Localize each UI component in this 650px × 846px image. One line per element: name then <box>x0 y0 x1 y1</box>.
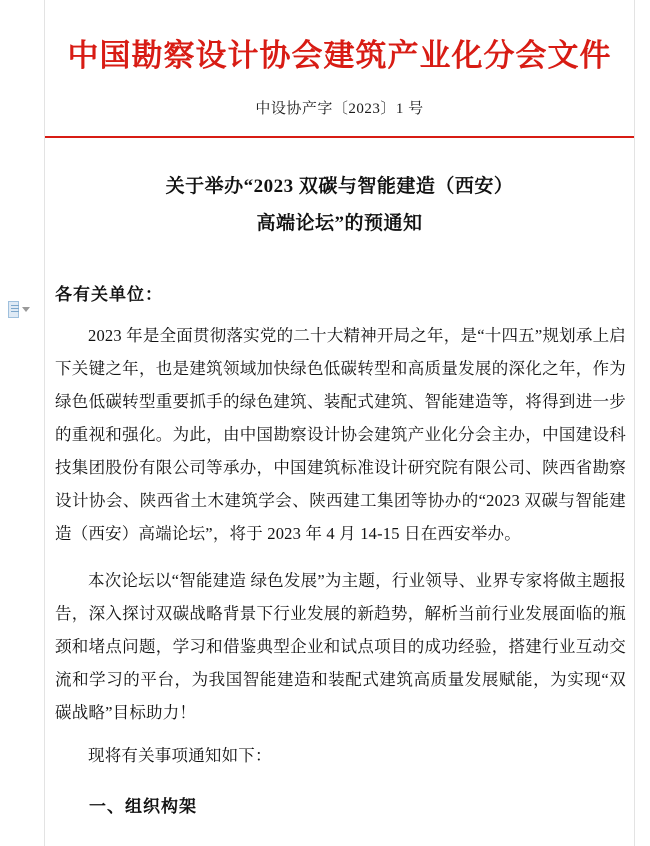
left-gutter <box>0 0 44 846</box>
chevron-down-icon[interactable] <box>22 307 30 312</box>
document-content <box>45 0 634 846</box>
document-paragraph-3: 现将有关事项通知如下： <box>88 746 272 766</box>
document-icon <box>8 301 19 318</box>
document-paragraph-2: 本次论坛以“智能建造 绿色发展”为主题，行业领导、业界专家将做主题报告，深入探讨双碳战略背景下行业发展的新趋势，解析当前行业发展面临的瓶颈和堵点问题，学习和借鉴典型企业和试点项目的成功经验，搭建行业互动交流和学习的平台，为我国智能建造和装配式建筑高质量发展赋能，为实现“双碳战略”目标助力！ <box>55 571 626 723</box>
document-salutation: 各有关单位： <box>55 285 163 305</box>
document-masthead: 中国勘察设计协会建筑产业化分会文件 <box>67 38 612 74</box>
document-title-line-2: 高端论坛”的预通知 <box>256 213 423 235</box>
gutter-annotation-marker[interactable] <box>8 300 30 318</box>
document-section-heading: 一、组织构架 <box>89 797 197 817</box>
page-right-margin-rule <box>634 0 635 846</box>
document-paragraph-1: 2023 年是全面贯彻落实党的二十大精神开局之年，是“十四五”规划承上启下关键之年，也是建筑领域加快绿色低碳转型和高质量发展的深化之年，作为绿色低碳转型重要抓手的绿色建筑、装配式建筑、智能建造等，将得到进一步的重视和强化。为此，由中国勘察设计协会建筑产业化分会主办，中国建设科技集团股份有限公司等承办，中国建筑标准设计研究院有限公司、陕西省勘察设计协会、陕西省土木建筑学会、陕西建工集团等协办的“2023 双碳与智能建造（西安）高端论坛”，将于 2023 年 4 月 14-15 日在西安举办。 <box>55 326 626 544</box>
document-number: 中设协产字〔2023〕1 号 <box>255 101 424 118</box>
masthead-red-rule <box>45 136 634 138</box>
document-title-line-1: 关于举办“2023 双碳与智能建造（西安） <box>165 176 514 198</box>
document-title <box>45 168 634 242</box>
